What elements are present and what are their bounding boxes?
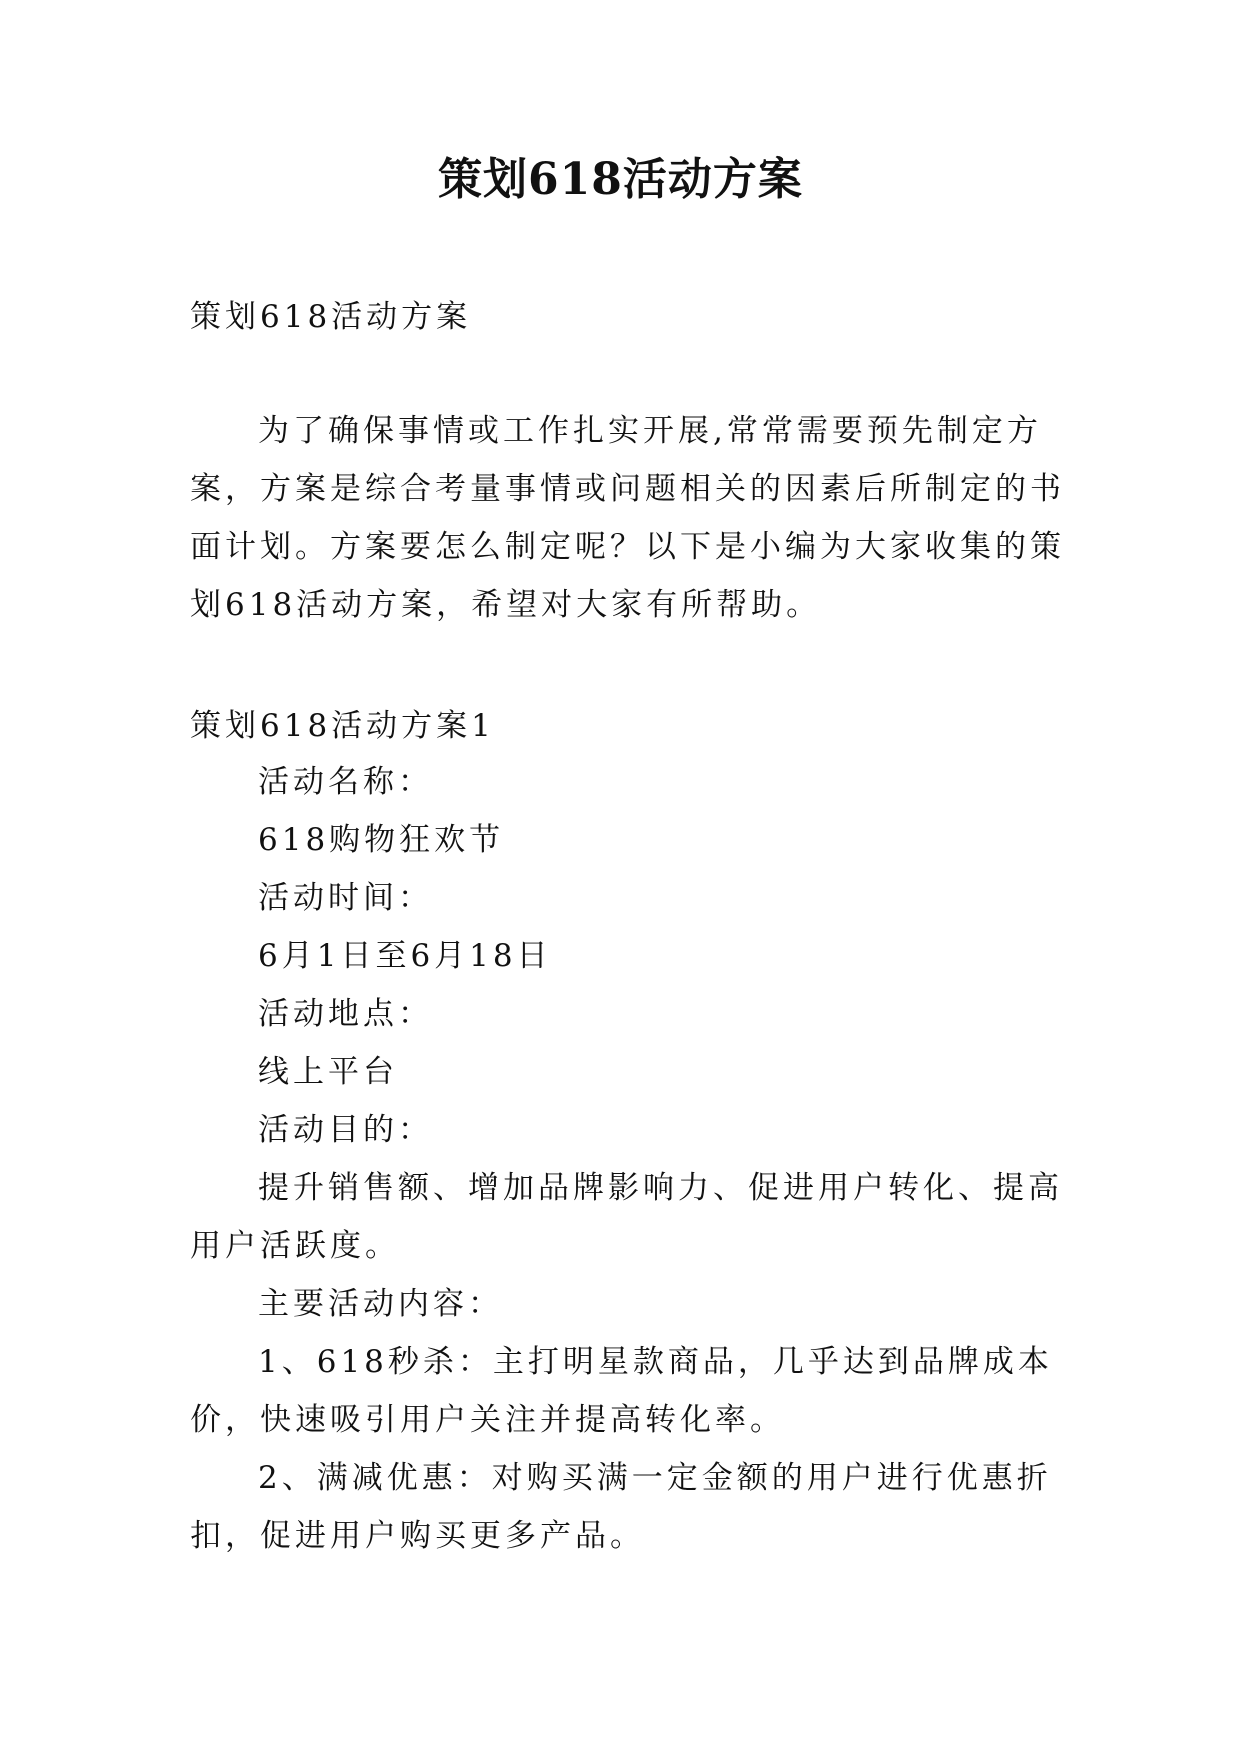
label-activity-time: 活动时间：	[258, 880, 433, 916]
content-item-discount: 2、满减优惠：对购买满一定金额的用户进行优惠折扣，促进用户购买更多产品。	[190, 1460, 1052, 1554]
intro-paragraph: 为了确保事情或工作扎实开展,常常需要预先制定方案，方案是综合考量事情或问题相关的因素后所制定的书面计划。方案要怎么制定呢？以下是小编为大家收集的策划618活动方案，希望对大家有所帮助。	[190, 413, 1065, 623]
value-activity-time: 6月1日至6月18日	[258, 938, 552, 974]
document-subtitle: 策划618活动方案	[190, 299, 472, 335]
content-item-flash-sale: 1、618秒杀：主打明星款商品，几乎达到品牌成本价，快速吸引用户关注并提高转化率。	[190, 1344, 1053, 1438]
label-activity-location: 活动地点：	[258, 996, 433, 1032]
value-activity-name: 618购物狂欢节	[258, 822, 505, 858]
document-title: 策划618活动方案	[438, 154, 803, 205]
section-heading: 策划618活动方案1	[190, 708, 495, 744]
activity-details	[190, 753, 1070, 1565]
value-activity-location: 线上平台	[258, 1054, 398, 1090]
label-activity-purpose: 活动目的：	[258, 1112, 433, 1148]
label-activity-name: 活动名称：	[258, 764, 433, 800]
value-activity-purpose: 提升销售额、增加品牌影响力、促进用户转化、提高用户活跃度。	[190, 1170, 1063, 1264]
label-main-content: 主要活动内容：	[258, 1286, 503, 1322]
